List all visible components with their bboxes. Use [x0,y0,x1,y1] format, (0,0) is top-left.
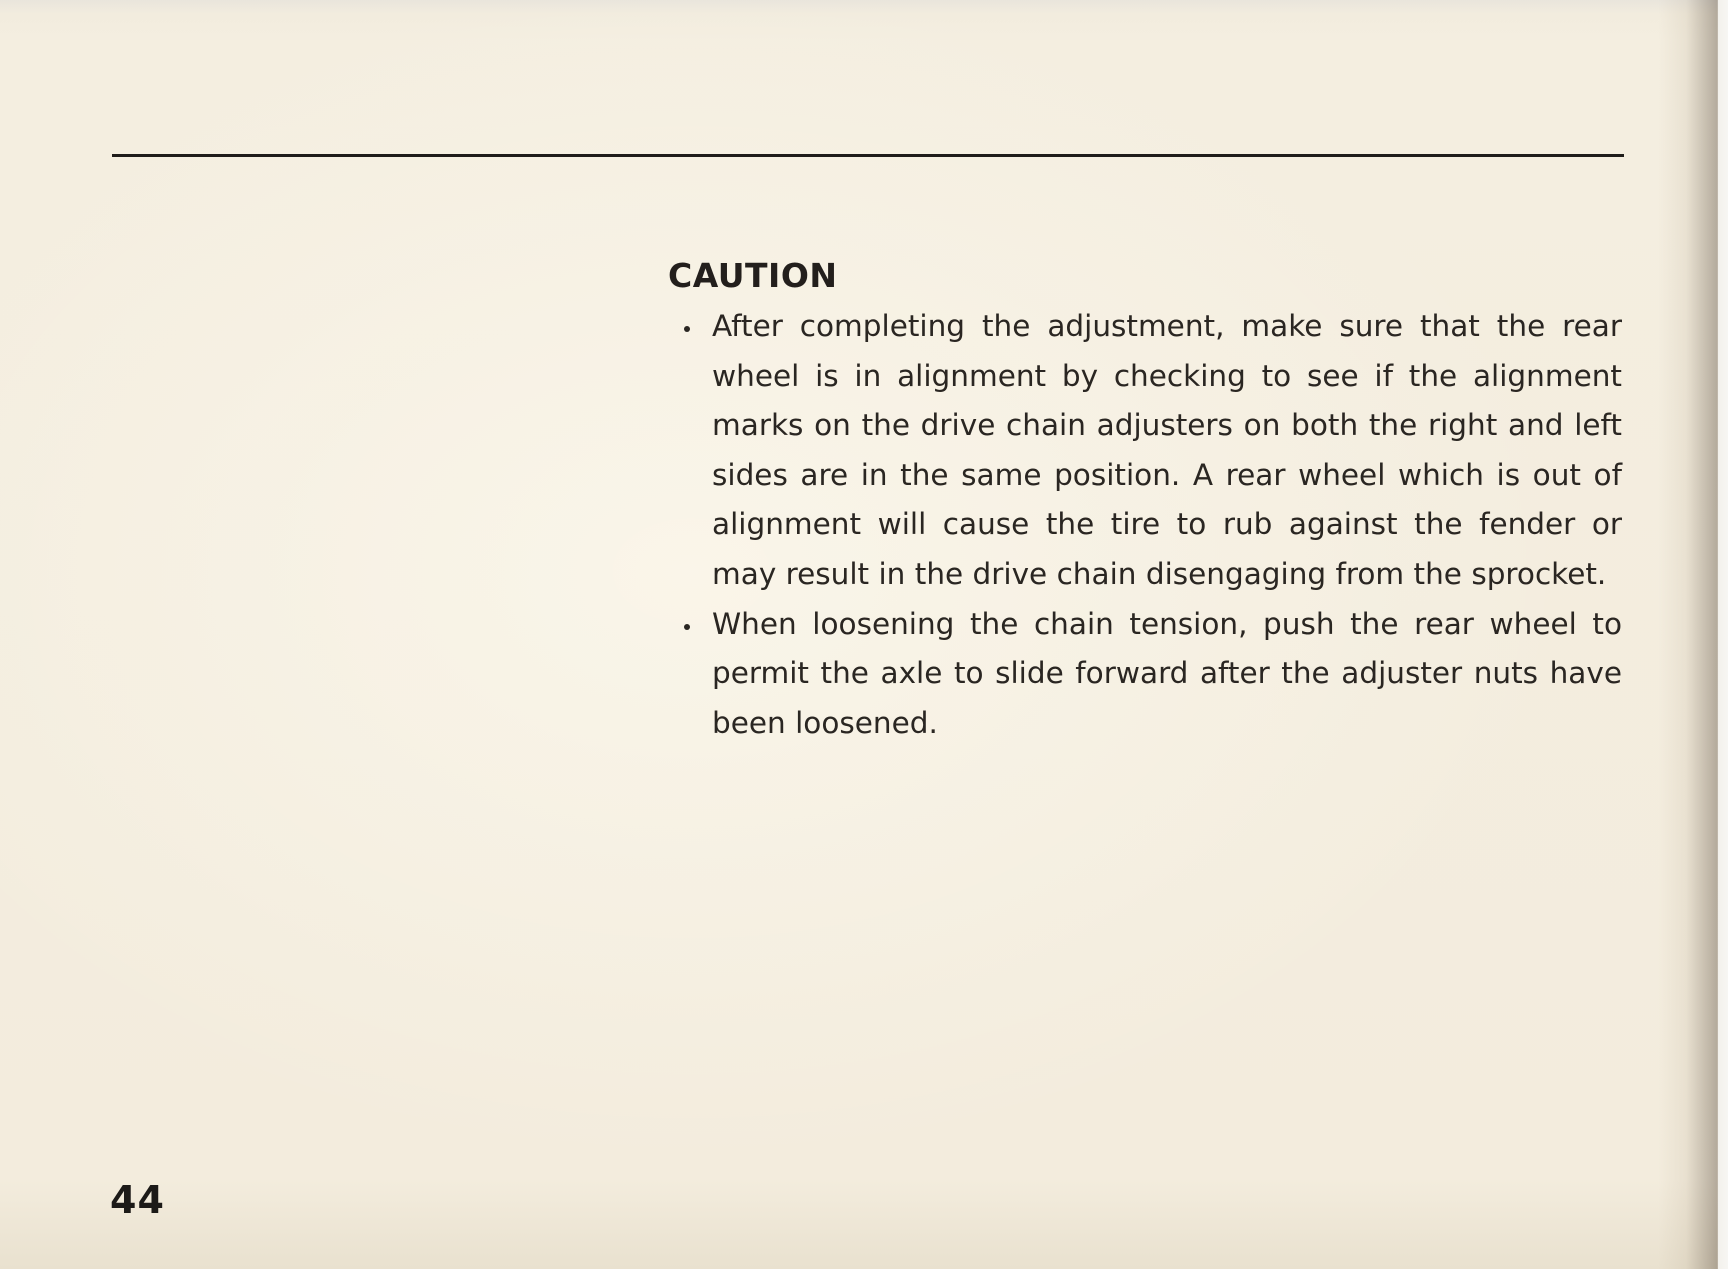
caution-heading: CAUTION [668,256,838,295]
page-binding-shadow [1658,0,1728,1269]
caution-item-text: After completing the adjustment, make sure that the rear wheel is in alignment by checking to see if the alignment marks on the drive chain adjusters on both the right and left sides are in the same position. A rear wheel which is out of alignment will cause the tire to rub against the fender or may result in the drive chain disengaging from the sprocket. [712,309,1622,591]
caution-item-text: When loosening the chain tension, push the rear wheel to permit the axle to slide forward after the adjuster nuts have been loosened. [712,606,1622,740]
header-rule [112,154,1624,157]
caution-item [668,302,1622,600]
page-number: 44 [110,1178,165,1222]
caution-item [668,600,1622,749]
bullet-icon [684,326,690,332]
caution-list [668,302,1622,748]
bullet-icon [684,624,690,630]
